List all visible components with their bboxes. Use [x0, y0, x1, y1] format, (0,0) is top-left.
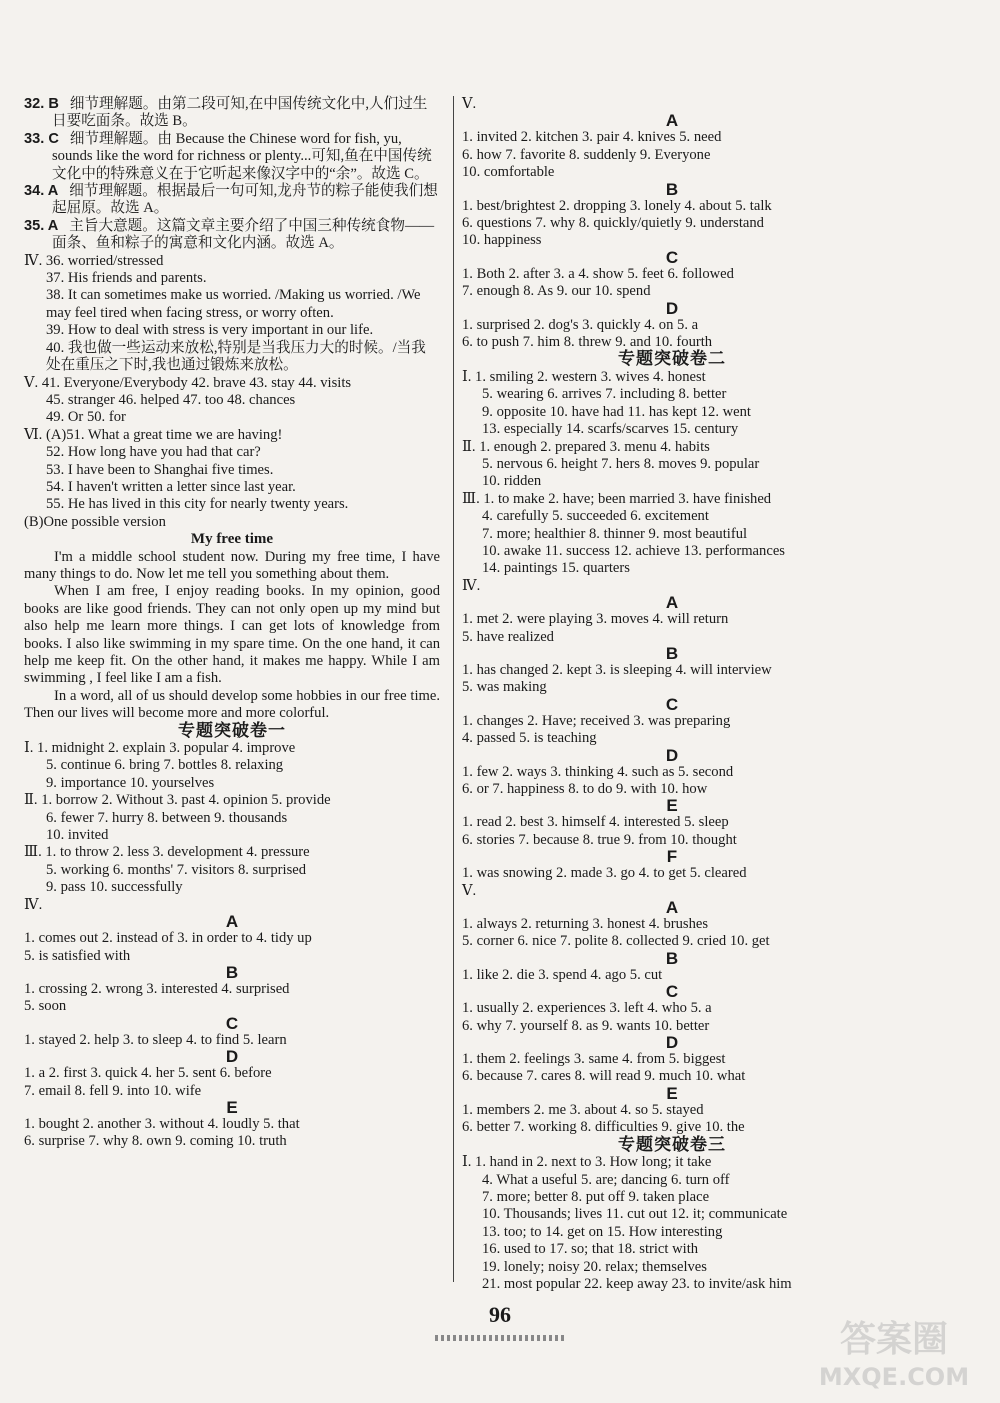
- t2-v-a-label: A: [665, 898, 679, 918]
- t2-ii-row: 5. nervous 6. height 7. hers 8. moves 9. popular: [482, 455, 760, 472]
- r-v-a-row: 6. how 7. favorite 8. suddenly 9. Everyone: [462, 146, 711, 163]
- t2-iv-f-label: F: [666, 847, 678, 867]
- r-v-c-row: 7. enough 8. As 9. our 10. spend: [462, 283, 651, 300]
- t2-iii-row: 10. awake 11. success 12. achieve 13. performances: [482, 542, 785, 559]
- answer-34: [24, 183, 440, 218]
- t3-i-row: 16. used to 17. so; that 18. strict with: [482, 1241, 699, 1258]
- watermark-line2: MXQE.COM: [818, 1363, 970, 1391]
- t2-iv-b-row: 5. was making: [462, 679, 547, 696]
- t1-ii-row: Ⅱ. 1. borrow 2. Without 3. past 4. opinion 5. provide: [24, 792, 331, 809]
- t1-iv-e-label: E: [226, 1097, 238, 1117]
- answer-33-number: 33. C: [24, 130, 59, 147]
- r-v-b-row: 10. happiness: [462, 232, 542, 249]
- answer-32-text: 细节理解题。由第二段可知,在中国传统文化中,人们过生日要吃面条。故选 B。: [52, 96, 428, 130]
- t2-v-c-row: 6. why 7. yourself 8. as 9. wants 10. better: [462, 1017, 710, 1034]
- t2-iv-d-row: 1. few 2. ways 3. thinking 4. such as 5. second: [462, 763, 734, 780]
- t1-ii-row: 10. invited: [46, 827, 109, 844]
- test-two-title: 专题突破卷二: [618, 349, 726, 370]
- answer-34-number: 34. A: [24, 183, 59, 200]
- t1-iv-b-label: B: [225, 962, 239, 982]
- r-v-c-label: C: [665, 247, 679, 267]
- t2-i-row: 13. especially 14. scarfs/scarves 15. century: [482, 421, 739, 438]
- t2-v-a-row: 5. corner 6. nice 7. polite 8. collected 9. cried 10. get: [462, 933, 770, 950]
- r-v-b-label: B: [665, 179, 679, 199]
- r-v-b-row: 6. questions 7. why 8. quickly/quietly 9. understand: [462, 215, 764, 232]
- r-v-d-row: 1. surprised 2. dog's 3. quickly 4. on 5. a: [462, 316, 699, 333]
- answer-32-number: 32. B: [24, 96, 59, 112]
- t1-iii-row: Ⅲ. 1. to throw 2. less 3. development 4. pressure: [24, 844, 310, 861]
- watermark-logo: [794, 1307, 994, 1397]
- t2-iii-row: 4. carefully 5. succeeded 6. excitement: [482, 508, 709, 525]
- t2-v-d-row: 1. them 2. feelings 3. same 4. from 5. biggest: [462, 1051, 726, 1068]
- test-one-title: 专题突破卷一: [178, 720, 286, 741]
- t2-iv-c-row: 4. passed 5. is teaching: [462, 730, 597, 747]
- t1-iv-a-row: 1. comes out 2. instead of 3. in order to 4. tidy up: [24, 930, 312, 947]
- t2-v-a-row: 1. always 2. returning 3. honest 4. brushes: [462, 916, 709, 933]
- essay-paragraph: I'm a middle school student now. During my free time, I have many things to do. Now let me tell you something about them.: [24, 548, 440, 582]
- section-vi-b: (B)One possible version: [24, 513, 166, 530]
- t1-ii-row: 6. fewer 7. hurry 8. between 9. thousands: [46, 809, 288, 826]
- t1-i-row: 5. continue 6. bring 7. bottles 8. relaxing: [46, 757, 284, 774]
- t2-ii-row: Ⅱ. 1. enough 2. prepared 3. menu 4. habits: [462, 438, 710, 455]
- t1-iv-b-row: 5. soon: [24, 998, 67, 1015]
- t2-v-c-label: C: [665, 982, 679, 1002]
- section-iv-item: 37. His friends and parents.: [46, 270, 207, 287]
- test-three-title: 专题突破卷三: [618, 1134, 726, 1155]
- t2-i-row: Ⅰ. 1. smiling 2. western 3. wives 4. honest: [462, 368, 706, 385]
- t2-iv-e-row: 1. read 2. best 3. himself 4. interested 5. sleep: [462, 814, 729, 831]
- t1-i-row: 9. importance 10. yourselves: [46, 774, 215, 791]
- t1-iv-e-row: 1. bought 2. another 3. without 4. loudly 5. that: [24, 1115, 300, 1132]
- section-vi-row: 53. I have been to Shanghai five times.: [46, 461, 274, 478]
- footer-ornament: [435, 1335, 565, 1341]
- t3-i-row: 7. more; better 8. put off 9. taken place: [482, 1188, 710, 1205]
- essay-paragraph: When I am free, I enjoy reading books. In my opinion, good books are like good friends. They can not only open up my mind but also help me learn more things. I can get lots of knowledge from books. I also like swimming in my spare time. On the one hand, it can help me keep fit. On the other hand, it makes me happy. While I am swimming , I feel like I am a fish.: [24, 583, 440, 687]
- t1-iv-d-label: D: [225, 1047, 239, 1067]
- t1-iv-e-row: 6. surprise 7. why 8. own 9. coming 10. truth: [24, 1133, 287, 1150]
- answer-32: [24, 96, 440, 131]
- right-column: [462, 96, 882, 1293]
- t2-v-d-row: 6. because 7. cares 8. will read 9. much 10. what: [462, 1068, 746, 1085]
- r-v-d-label: D: [665, 298, 679, 318]
- t2-i-row: 5. wearing 6. arrives 7. including 8. better: [482, 386, 727, 403]
- t3-i-row: 21. most popular 22. keep away 23. to invite/ask him: [482, 1275, 792, 1292]
- t2-iv-head: Ⅳ.: [462, 577, 481, 594]
- t1-iv-d-row: 7. email 8. fell 9. into 10. wife: [24, 1082, 202, 1099]
- t1-iv-c-row: 1. stayed 2. help 3. to sleep 4. to find 5. learn: [24, 1031, 287, 1048]
- t1-iv-head: Ⅳ.: [24, 896, 43, 913]
- answer-35-number: 35. A: [24, 217, 59, 234]
- t2-v-b-label: B: [665, 948, 679, 968]
- section-v-row: 49. Or 50. for: [46, 409, 126, 426]
- section-iv-item: 38. It can sometimes make us worried. /Making us worried. /We may feel tired when facing stress, or worry often.: [46, 287, 421, 321]
- section-vi-row: Ⅵ. (A)51. What a great time we are having!: [24, 426, 283, 443]
- answer-35: [24, 218, 440, 253]
- page-number: 96: [489, 1302, 511, 1327]
- left-column: [24, 96, 440, 1151]
- t2-iv-e-label: E: [666, 796, 678, 816]
- t3-i-row: 4. What a useful 5. are; dancing 6. turn off: [482, 1171, 730, 1188]
- t3-i-row: 10. Thousands; lives 11. cut out 12. it; communicate: [482, 1206, 788, 1223]
- section-v-row: Ⅴ. 41. Everyone/Everybody 42. brave 43. stay 44. visits: [24, 374, 352, 391]
- t2-iv-c-label: C: [665, 694, 679, 714]
- t3-i-row: 13. too; to 14. get on 15. How interesting: [482, 1223, 723, 1240]
- column-divider: [453, 96, 454, 1282]
- t1-iv-c-label: C: [225, 1013, 239, 1033]
- r-v-a-row: 10. comfortable: [462, 164, 555, 181]
- t2-v-d-label: D: [665, 1033, 679, 1053]
- t2-iv-f-row: 1. was snowing 2. made 3. go 4. to get 5. cleared: [462, 865, 747, 882]
- section-iv-item: 39. How to deal with stress is very important in our life.: [46, 322, 374, 339]
- t2-iii-row: Ⅲ. 1. to make 2. have; been married 3. have finished: [462, 490, 772, 507]
- essay-paragraph: In a word, all of us should develop some hobbies in our free time. Then our lives will become more and more colorful.: [24, 687, 440, 722]
- t1-iv-a-label: A: [225, 912, 239, 932]
- answer-33-text: 细节理解题。由 Because the Chinese word for fish, yu, sounds like the word for richness or plenty...可知,鱼在中国传统文化中的特殊意义在于它听起来像汉字中的“余”。故选 C。: [52, 130, 432, 182]
- section-vi-row: 52. How long have you had that car?: [46, 444, 261, 461]
- r-section-v-head: Ⅴ.: [462, 96, 477, 112]
- t2-iii-row: 7. more; healthier 8. thinner 9. most beautiful: [482, 525, 748, 542]
- t1-iv-a-row: 5. is satisfied with: [24, 947, 131, 964]
- t2-v-b-row: 1. like 2. die 3. spend 4. ago 5. cut: [462, 966, 663, 983]
- answer-35-text: 主旨大意题。这篇文章主要介绍了中国三种传统食物——面条、鱼和粽子的寓意和文化内涵。故选 A。: [52, 217, 435, 252]
- t3-i-row: Ⅰ. 1. hand in 2. next to 3. How long; it take: [462, 1154, 712, 1171]
- essay-title: My free time: [190, 531, 274, 548]
- watermark-line1: 答案圈: [839, 1319, 949, 1360]
- section-v-row: 45. stranger 46. helped 47. too 48. chances: [46, 391, 296, 408]
- t2-v-e-row: 6. better 7. working 8. difficulties 9. give 10. the: [462, 1119, 745, 1136]
- r-v-b-row: 1. best/brightest 2. dropping 3. lonely 4. about 5. talk: [462, 197, 772, 214]
- t3-i-row: 19. lonely; noisy 20. relax; themselves: [482, 1258, 707, 1275]
- section-vi-row: 55. He has lived in this city for nearly twenty years.: [46, 496, 349, 513]
- t2-v-head: Ⅴ.: [462, 882, 477, 899]
- answer-33: [24, 131, 440, 183]
- t2-iv-a-label: A: [665, 593, 679, 613]
- t2-iv-a-row: 1. met 2. were playing 3. moves 4. will return: [462, 611, 729, 628]
- section-iv-head: Ⅳ. 36. worried/stressed: [24, 252, 164, 269]
- t2-iv-c-row: 1. changes 2. Have; received 3. was preparing: [462, 712, 731, 729]
- t2-iv-d-row: 6. or 7. happiness 8. to do 9. with 10. how: [462, 781, 708, 797]
- t2-iv-d-label: D: [665, 745, 679, 765]
- r-v-d-row: 6. to push 7. him 8. threw 9. and 10. fourth: [462, 334, 713, 351]
- r-v-c-row: 1. Both 2. after 3. a 4. show 5. feet 6. followed: [462, 265, 734, 282]
- r-v-a-row: 1. invited 2. kitchen 3. pair 4. knives 5. need: [462, 129, 722, 146]
- t2-v-c-row: 1. usually 2. experiences 3. left 4. who 5. a: [462, 1000, 712, 1017]
- t1-iii-row: 5. working 6. months' 7. visitors 8. surprised: [46, 861, 307, 878]
- t2-iv-b-row: 1. has changed 2. kept 3. is sleeping 4. will interview: [462, 661, 772, 678]
- section-vi-row: 54. I haven't written a letter since last year.: [46, 478, 296, 495]
- section-iv-item: 40. 我也做一些运动来放松,特别是当我压力大的时候。/当我处在重压之下时,我也通过锻炼来放松。: [46, 339, 426, 374]
- t1-iv-b-row: 1. crossing 2. wrong 3. interested 4. surprised: [24, 980, 290, 997]
- t2-iii-row: 14. paintings 15. quarters: [482, 560, 630, 577]
- r-v-a-label: A: [665, 111, 679, 131]
- t1-iii-row: 9. pass 10. successfully: [46, 879, 183, 896]
- t2-v-e-row: 1. members 2. me 3. about 4. so 5. stayed: [462, 1101, 704, 1118]
- t2-v-e-label: E: [666, 1083, 678, 1103]
- t1-i-row: Ⅰ. 1. midnight 2. explain 3. popular 4. improve: [24, 740, 296, 757]
- t2-iv-a-row: 5. have realized: [462, 628, 554, 645]
- t2-ii-row: 10. ridden: [482, 473, 542, 490]
- t2-iv-b-label: B: [665, 643, 679, 663]
- t2-i-row: 9. opposite 10. have had 11. has kept 12. went: [482, 403, 751, 420]
- t2-iv-e-row: 6. stories 7. because 8. true 9. from 10. thought: [462, 831, 737, 848]
- answer-34-text: 细节理解题。根据最后一句可知,龙舟节的粽子能使我们想起屈原。故选 A。: [52, 183, 438, 217]
- t1-iv-d-row: 1. a 2. first 3. quick 4. her 5. sent 6. before: [24, 1065, 272, 1082]
